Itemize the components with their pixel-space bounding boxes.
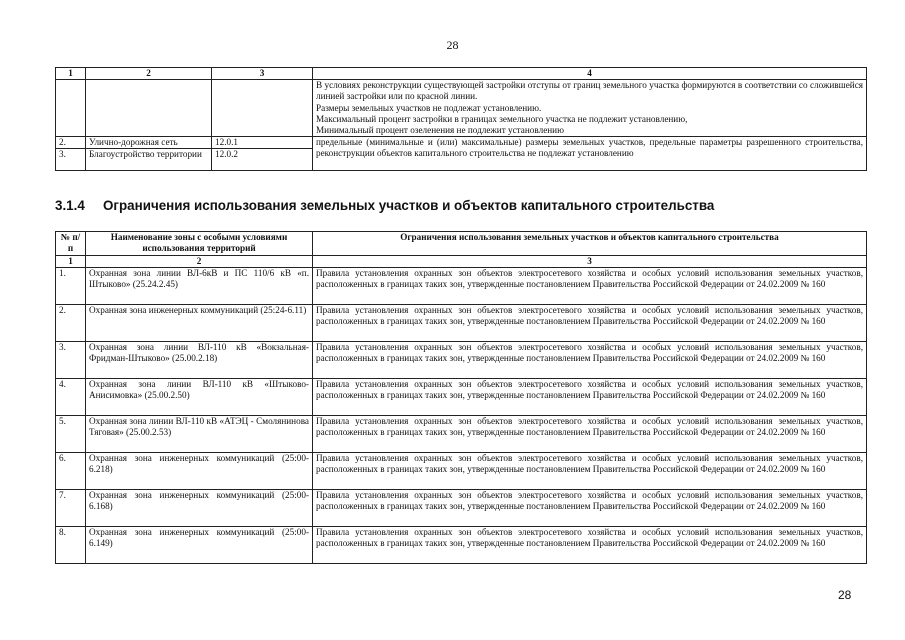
zone-name: Охранная зона инженерных коммуникаций (25:00-6.168): [86, 490, 313, 527]
table-row: [56, 379, 867, 416]
row-number: 7.: [56, 490, 86, 527]
table-header-row: [56, 68, 867, 80]
table-row: [56, 305, 867, 342]
column-number-3: 3: [313, 256, 867, 268]
row-number: 3.: [56, 149, 86, 171]
zone-name: Охранная зона линии ВЛ-110 кВ «АТЭЦ - Смолянинова Тяговая» (25.00.2.53): [86, 416, 313, 453]
zone-name: Охранная зона линии ВЛ-6кВ и ПС 110/6 кВ «п. Штыково» (25.24.2.45): [86, 268, 313, 305]
row-number: 6.: [56, 453, 86, 490]
column-number-1: 1: [56, 68, 86, 80]
restriction-text: Правила установления охранных зон объектов электросетевого хозяйства и особых условий использования земельных участков, расположенных в границах таких зон, утвержденные постановлением Правительства Российской Федерации от 24.02.2009 № 160: [313, 453, 867, 490]
zone-name: Охранная зона линии ВЛ-110 кВ «Вокзальная-Фридман-Штыково» (25.00.2.18): [86, 342, 313, 379]
section-title: Ограничения использования земельных участков и объектов капитального строительства: [103, 198, 715, 213]
restriction-text: Правила установления охранных зон объектов электросетевого хозяйства и особых условий использования земельных участков, расположенных в границах таких зон, утвержденные постановлением Правительства Российской Федерации от 24.02.2009 № 160: [313, 490, 867, 527]
restrictions-table: [55, 231, 867, 564]
row-number: 4.: [56, 379, 86, 416]
row-number: 1.: [56, 268, 86, 305]
restriction-text: Правила установления охранных зон объектов электросетевого хозяйства и особых условий использования земельных участков, расположенных в границах таких зон, утвержденные постановлением Правительства Российской Федерации от 24.02.2009 № 160: [313, 527, 867, 564]
table-row: [56, 490, 867, 527]
land-use-code: 12.0.2: [212, 149, 313, 171]
land-use-name: Благоустройство территории: [86, 149, 212, 171]
column-number-3: 3: [212, 68, 313, 80]
table-row: [56, 342, 867, 379]
restriction-text: Правила установления охранных зон объектов электросетевого хозяйства и особых условий использования земельных участков, расположенных в границах таких зон, утвержденные постановлением Правительства Российской Федерации от 24.02.2009 № 160: [313, 342, 867, 379]
page-number-bottom: 28: [838, 588, 852, 602]
shared-parameters-cell: предельные (минимальные и (или) максимальные) размеры земельных участков, предельные параметры разрешенного строительства, реконструкции объектов капитального строительства не подлежат установлению: [313, 137, 867, 171]
header-number: № п/п: [56, 232, 86, 256]
zone-name: Охранная зона инженерных коммуникаций (25:00-6.149): [86, 527, 313, 564]
table-row: [56, 137, 867, 149]
land-use-name: Улично-дорожная сеть: [86, 137, 212, 149]
zoning-regulations-table: [55, 67, 867, 171]
empty-cell: [86, 80, 212, 137]
column-number-4: 4: [313, 68, 867, 80]
table-row: [56, 268, 867, 305]
column-number-2: 2: [86, 68, 212, 80]
table-row: [56, 527, 867, 564]
table-row: [56, 80, 867, 137]
row-number: 8.: [56, 527, 86, 564]
row-number: 3.: [56, 342, 86, 379]
header-restrictions: Ограничения использования земельных участков и объектов капитального строительства: [313, 232, 867, 256]
empty-cell: [56, 80, 86, 137]
section-number: 3.1.4: [55, 198, 85, 213]
empty-cell: [212, 80, 313, 137]
row-number: 2.: [56, 305, 86, 342]
column-number-2: 2: [86, 256, 313, 268]
restriction-text: Правила установления охранных зон объектов электросетевого хозяйства и особых условий использования земельных участков, расположенных в границах таких зон, утвержденные постановлением Правительства Российской Федерации от 24.02.2009 № 160: [313, 379, 867, 416]
section-heading: [55, 198, 866, 213]
restriction-text: Правила установления охранных зон объектов электросетевого хозяйства и особых условий использования земельных участков, расположенных в границах таких зон, утвержденные постановлением Правительства Российской Федерации от 24.02.2009 № 160: [313, 416, 867, 453]
zone-name: Охранная зона инженерных коммуникаций (25:24-6.11): [86, 305, 313, 342]
restriction-text: Правила установления охранных зон объектов электросетевого хозяйства и особых условий использования земельных участков, расположенных в границах таких зон, утвержденные постановлением Правительства Российской Федерации от 24.02.2009 № 160: [313, 268, 867, 305]
continuation-text-cell: В условиях реконструкции существующей застройки отступы от границ земельного участка формируются в соответствии со сложившейся линией застройки или по красной линии. Размеры земельных участков не подлежат установлению. Максимальный процент застройки в границах земельного участка не подлежит установлению, Минимальный процент озеленения не подлежит установлению: [313, 80, 867, 137]
zone-name: Охранная зона линии ВЛ-110 кВ «Штыково-Анисимовка» (25.00.2.50): [86, 379, 313, 416]
row-number: 5.: [56, 416, 86, 453]
column-number-1: 1: [56, 256, 86, 268]
land-use-code: 12.0.1: [212, 137, 313, 149]
header-zone-name: Наименование зоны с особыми условиями использования территорий: [86, 232, 313, 256]
table-row: [56, 416, 867, 453]
row-number: 2.: [56, 137, 86, 149]
zone-name: Охранная зона инженерных коммуникаций (25:00-6.218): [86, 453, 313, 490]
table-header-row: [56, 232, 867, 256]
restriction-text: Правила установления охранных зон объектов электросетевого хозяйства и особых условий использования земельных участков, расположенных в границах таких зон, утвержденные постановлением Правительства Российской Федерации от 24.02.2009 № 160: [313, 305, 867, 342]
column-numbers-row: [56, 256, 867, 268]
table-row: [56, 453, 867, 490]
page-number-top: 28: [446, 38, 459, 52]
